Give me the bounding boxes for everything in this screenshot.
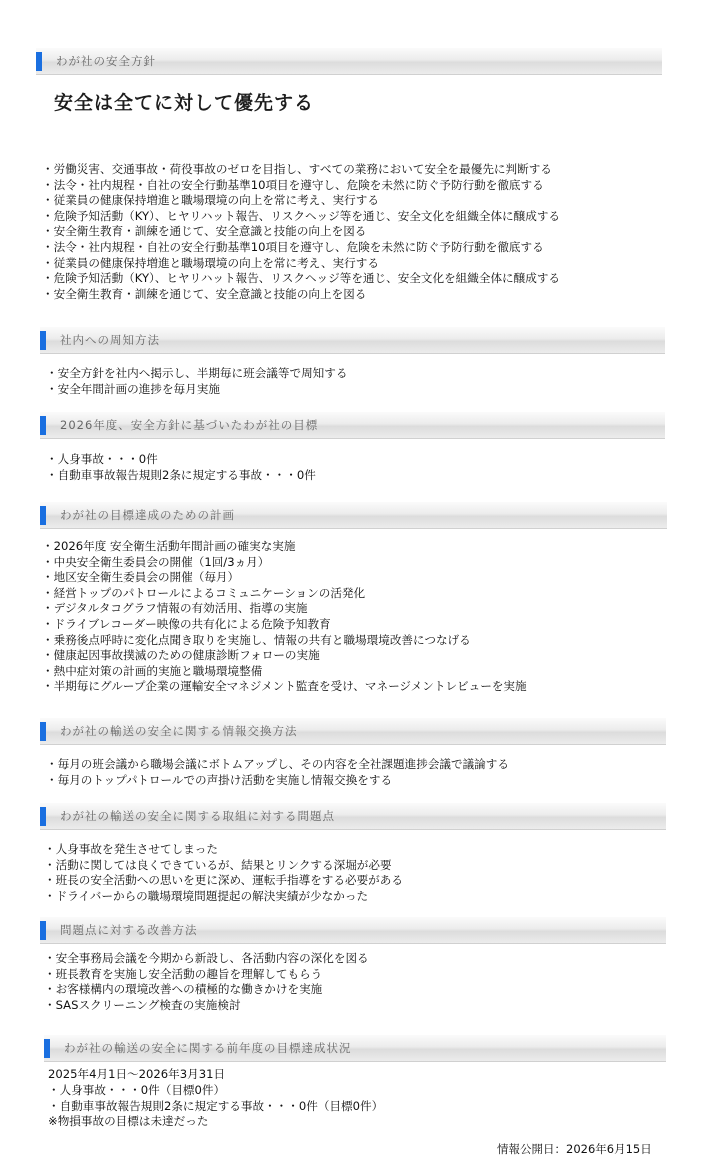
section-marker [44,1039,50,1058]
list-item: ・地区安全衛生委員会の開催（毎月） [42,570,240,585]
list-item: ・デジタルタコグラフ情報の有効活用、指導の実施 [42,601,308,616]
list-item: ・班長の安全活動への思いを更に深め、運転手指導をする必要がある [44,873,403,888]
list-item: ・安全事務局会議を今期から新設し、各活動内容の深化を図る [44,951,369,965]
list-item: ・班長教育を実施し安全活動の趣旨を理解してもらう [44,966,323,981]
section-marker [40,506,46,525]
section-title: わが社の安全方針 [56,54,156,68]
exchange-list [46,757,509,788]
list-item: ・健康起因事故撲滅のための健康診断フォローの実施 [42,648,320,663]
results-period: 2025年4月1日～2026年3月31日 [48,1067,226,1081]
section-marker [40,921,46,940]
section-header-improvement [40,917,666,944]
list-item: ・お客様構内の環境改善への積極的な働きかけを実施 [44,982,323,997]
section-title: わが社の輸送の安全に関する前年度の目標達成状況 [64,1041,352,1055]
notice-list [46,366,347,397]
plan-list [42,539,527,695]
list-item: ・危険予知活動（KY）、ヒヤリハット報告、リスクヘッジ等を通じ、安全文化を組織全体に醸成する [42,208,561,223]
results-note: ※物損事故の目標は未達だった [48,1114,209,1128]
section-marker [40,331,46,350]
problems-list [44,842,403,904]
section-header-results [44,1035,666,1062]
list-item: ・従業員の健康保持増進と職場環境の向上を常に考え、実行する [42,193,379,208]
results-list [48,1083,383,1114]
list-item: ・法令・社内規程・自社の安全行動基準10項目を遵守し、危険を未然に防ぐ予防行動を徹底する [42,177,544,192]
section-title: 社内への周知方法 [60,333,160,347]
list-item: ・半期毎にグループ企業の運輸安全マネジメント監査を受け、マネージメントレビューを実施 [42,679,527,694]
list-item: ・毎月の班会議から職場会議にボトムアップし、その内容を全社課題進捗会議で議論する [46,757,509,771]
list-item: ・労働災害、交通事故・荷役事故のゼロを目指し、すべての業務において安全を最優先に判断する [42,162,552,176]
publish-date: 情報公開日：2026年6月15日 [497,1142,652,1156]
list-item: ・乗務後点呼時に変化点聞き取りを実施し、情報の共有と職場環境改善につなげる [42,632,471,647]
list-item: ・毎月のトップパトロールでの声掛け活動を実施し情報交換をする [46,772,393,787]
list-item: ・活動に関しては良くできているが、結果とリンクする深堀が必要 [44,857,392,872]
section-marker [40,416,46,435]
section-header-goals [40,412,665,439]
goals-list [46,452,316,483]
list-item: ・2026年度 安全衛生活動年間計画の確実な実施 [42,539,296,553]
section-title: わが社の輸送の安全に関する情報交換方法 [60,724,298,738]
section-header-exchange [40,718,666,745]
list-item: ・人身事故・・・0件 [46,452,158,466]
section-title: わが社の目標達成のための計画 [60,508,235,522]
section-header-plan [40,502,667,529]
list-item: ・経営トップのパトロールによるコミュニケーションの活発化 [42,585,366,600]
list-item: ・ドライブレコーダー映像の共有化による危険予知教育 [42,616,331,631]
list-item: ・安全方針を社内へ掲示し、半期毎に班会議等で周知する [46,366,348,380]
section-header-notice [40,327,665,354]
list-item: ・安全衛生教育・訓練を通じて、安全意識と技能の向上を図る [42,224,367,239]
list-item: ・人身事故を発生させてしまった [44,842,218,856]
section-title: 2026年度、安全方針に基づいたわが社の目標 [60,418,319,432]
section-title: 問題点に対する改善方法 [60,923,198,937]
list-item: ・従業員の健康保持増進と職場環境の向上を常に考え、実行する [42,255,379,270]
list-item: ・SASスクリーニング検査の実施検討 [44,997,241,1012]
section-marker [40,722,46,741]
list-item: ・危険予知活動（KY）、ヒヤリハット報告、リスクヘッジ等を通じ、安全文化を組織全体に醸成する [42,271,561,286]
list-item: ・人身事故・・・0件（目標0件） [48,1083,226,1097]
list-item: ・自動車事故報告規則2条に規定する事故・・・0件（目標0件） [48,1098,384,1113]
section-marker [40,807,46,826]
list-item: ・中央安全衛生委員会の開催（1回/3ヵ月） [42,554,270,569]
list-item: ・ドライバーからの職場環境問題提起の解決実績が少なかった [44,888,369,903]
improvement-list [44,951,369,1013]
section-header-policy [36,48,662,75]
policy-headline: 安全は全てに対して優先する [54,92,315,114]
policy-list [42,162,560,302]
list-item: ・熱中症対策の計画的実施と職場環境整備 [42,663,263,678]
list-item: ・安全衛生教育・訓練を通じて、安全意識と技能の向上を図る [42,286,367,301]
list-item: ・安全年間計画の進捗を毎月実施 [46,381,220,396]
section-header-problems [40,803,666,830]
section-marker [36,52,42,71]
list-item: ・自動車事故報告規則2条に規定する事故・・・0件 [46,467,316,482]
list-item: ・法令・社内規程・自社の安全行動基準10項目を遵守し、危険を未然に防ぐ予防行動を徹底する [42,239,544,254]
section-title: わが社の輸送の安全に関する取組に対する問題点 [60,809,335,823]
